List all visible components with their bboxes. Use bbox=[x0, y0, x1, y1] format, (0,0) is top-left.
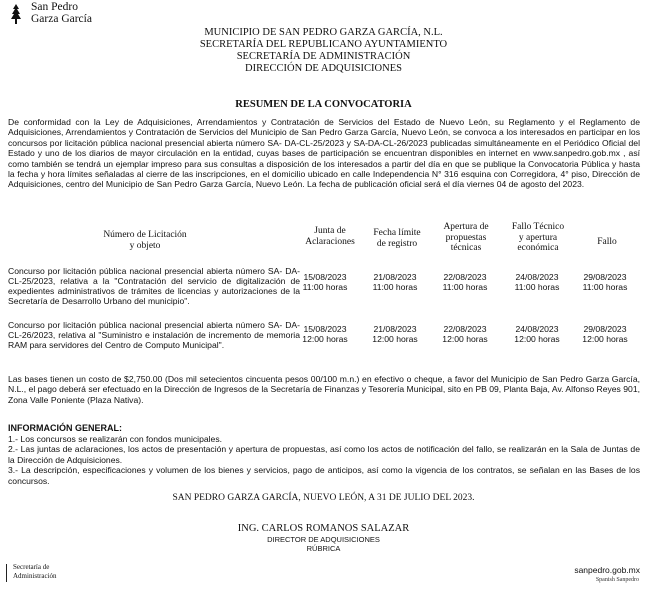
date-line: SAN PEDRO GARZA GARCÍA, NUEVO LEÓN, A 31 DE JULIO DEL 2023. bbox=[172, 493, 475, 503]
table-row-2-apertura: 22/08/2023 12:00 horas bbox=[442, 324, 488, 344]
footer-url: sanpedro.gob.mx bbox=[574, 565, 640, 575]
signer-rubrica: RÚBRICA bbox=[306, 544, 341, 553]
footer-left-line-2: Administración bbox=[13, 572, 57, 580]
info-item-2: 2.- Las juntas de aclaraciones, los actos de presentación y apertura de propuestas, así como los actos de notificación del fallo, se realizarán en la Sala de Juntas de la Dirección de Adquisiciones. bbox=[8, 444, 640, 465]
info-general-list bbox=[8, 434, 640, 486]
col-header-fallo: Fallo bbox=[597, 237, 617, 247]
signer-block bbox=[0, 523, 647, 553]
table-row-1-fallo: 29/08/2023 11:00 horas bbox=[582, 272, 628, 292]
table-row-1-fallo-tecnico: 24/08/2023 11:00 horas bbox=[514, 272, 560, 292]
header-secretaria-ayuntamiento: SECRETARÍA DEL REPUBLICANO AYUNTAMIENTO bbox=[199, 39, 448, 50]
document-title: RESUMEN DE LA CONVOCATORIA bbox=[235, 99, 412, 110]
table-row-2-fallo-tecnico: 24/08/2023 12:00 horas bbox=[514, 324, 560, 344]
logo-line-2: Garza García bbox=[31, 12, 92, 25]
signer-name: ING. CARLOS ROMANOS SALAZAR bbox=[237, 523, 410, 534]
intro-paragraph: De conformidad con la Ley de Adquisiciones, Arrendamientos y Contratación de Servicios del Estado de Nuevo León, su Reglamento y el Reglamento de Adquisiciones, Arrendamientos y Contratación de Servicios del Municipio de San Pedro Garza García, Nuevo León, se convoca a los interesados en participar en los concursos por licitación pública nacional presencial abierta número SA- DA-CL-25/2023 y SA-DA-CL-26/2023 publicadas simultáneamente en el Periódico Oficial del Estado y uno de los diarios de mayor circulación en la entidad, cuyas bases de participación se encuentran disponibles en internet en www.sanpedro.gob.mx , así como también se tendrá un ejemplar impreso para sus consultas a disposición de los interesados a partir del día en que se publique la Convocatoria Pública y hasta la fecha y hora límites señaladas al cierre de las inscripciones, en el domicilio ubicado en calle Independencia N° 316 esquina con Corregidora, 4° piso, Dirección de Adquisiciones, centro del Municipio de San Pedro Garza García, Nuevo León. La fecha de publicación oficial será el día viernes 04 de agosto del 2023. bbox=[8, 117, 640, 190]
logo bbox=[6, 2, 116, 26]
header-secretaria-administracion: SECRETARÍA DE ADMINISTRACIÓN bbox=[236, 51, 411, 62]
info-item-3: 3.- La descripción, especificaciones y volumen de los bienes y servicios, pago de anticipos, así como la vigencia de los contratos, se señalan en las Bases de los concursos. bbox=[8, 465, 640, 486]
logo-text bbox=[31, 2, 92, 25]
bases-paragraph: Las bases tienen un costo de $2,750.00 (Dos mil setecientos cincuenta pesos 00/100 m.n.) en efectivo o cheque, a favor del Municipio de San Pedro Garza García, N.L., el pago deberá ser efectuado en la Dirección de Ingresos de la Secretaría de Finanzas y Tesorería Municipal, sito en PB 09, Planta Baja, Av. Alfonso Reyes 901, Zona Valle Poniente (Plaza Nativa). bbox=[8, 374, 640, 405]
footer-signature: Spanish Sanpedro bbox=[595, 577, 639, 583]
table-row-1-description: Concurso por licitación pública nacional presencial abierta número SA- DA-CL-25/2023, relativa a la "Contratación del servicio de digitalización de expedientes administrativos de trámites de licencias y autorizaciones de la Secretaría de Desarrollo Urbano del municipio". bbox=[8, 266, 300, 306]
municipal-emblem-icon bbox=[6, 3, 26, 25]
table-row-2-fallo: 29/08/2023 12:00 horas bbox=[582, 324, 628, 344]
col-header-fecha-limite: Fecha límite de registro bbox=[373, 228, 421, 249]
table-row-1-junta: 15/08/2023 11:00 horas bbox=[302, 272, 348, 292]
col-header-apertura: Apertura de propuestas técnicas bbox=[443, 222, 489, 253]
table-row-1-fecha-limite: 21/08/2023 11:00 horas bbox=[372, 272, 418, 292]
table-row-2-fecha-limite: 21/08/2023 12:00 horas bbox=[372, 324, 418, 344]
table-row-2-description: Concurso por licitación pública nacional presencial abierta número SA- DA-CL-26/2023, relativa al "Suministro e instalación de incremento de memoria RAM para servidores del Centro de Computo Municipal". bbox=[8, 320, 300, 350]
document-header bbox=[0, 27, 647, 75]
col-header-numero: Número de Licitación y objeto bbox=[103, 230, 187, 251]
table-row-1-apertura: 22/08/2023 11:00 horas bbox=[442, 272, 488, 292]
col-header-junta: Junta de Aclaraciones bbox=[305, 226, 355, 247]
logo-line-1: San Pedro bbox=[31, 1, 78, 13]
header-municipio: MUNICIPIO DE SAN PEDRO GARZA GARCÍA, N.L. bbox=[204, 27, 443, 38]
footer-left-line-1: Secretaría de bbox=[13, 563, 50, 571]
col-header-fallo-tecnico: Fallo Técnico y apertura económica bbox=[511, 222, 565, 253]
info-general-title: INFORMACIÓN GENERAL: bbox=[8, 423, 122, 433]
footer-divider bbox=[6, 564, 7, 582]
header-direccion: DIRECCIÓN DE ADQUISICIONES bbox=[245, 63, 402, 74]
table-row-2-junta: 15/08/2023 12:00 horas bbox=[302, 324, 348, 344]
signer-role: DIRECTOR DE ADQUISICIONES bbox=[267, 535, 380, 544]
info-item-1: 1.- Los concursos se realizarán con fondos municipales. bbox=[8, 434, 223, 444]
footer-department bbox=[6, 563, 86, 583]
